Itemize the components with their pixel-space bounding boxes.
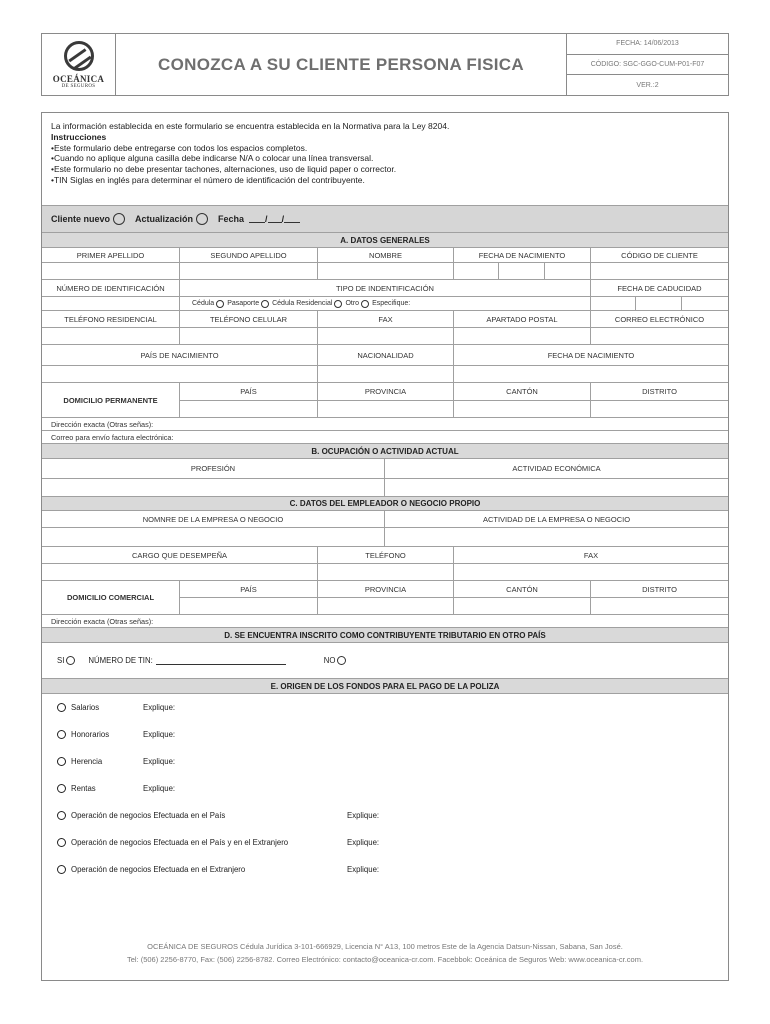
h-fecha-nacimiento-2: FECHA DE NACIMIENTO: [454, 345, 728, 366]
instructions-title: Instrucciones: [51, 131, 107, 142]
negocios-pais-label: Operación de negocios Efectuada en el País: [71, 811, 226, 820]
h-fecha-caducidad: FECHA DE CADUCIDAD: [591, 280, 728, 297]
h-primer-apellido: PRIMER APELLIDO: [42, 248, 180, 263]
distrito-field[interactable]: [591, 401, 728, 418]
h-nombre-empresa: NOMNRE DE LA EMPRESA O NEGOCIO: [42, 511, 385, 528]
origen-honorarios: [42, 721, 728, 748]
segundo-apellido-field[interactable]: [180, 263, 318, 280]
h-telefono-celular: TELÉFONO CELULAR: [180, 311, 318, 328]
form-date: FECHA: 14/06/2013: [616, 40, 679, 48]
direccion-exacta-field[interactable]: Dirección exacta (Otras señas):: [42, 418, 728, 431]
pais-comercial-field[interactable]: [180, 598, 318, 615]
negocios-pais-extranjero-radio[interactable]: [57, 838, 66, 847]
logo-icon: [64, 41, 94, 71]
actualizacion-label: Actualización: [135, 214, 194, 224]
h-canton-comercial: CANTÓN: [454, 581, 591, 598]
h-fax: FAX: [318, 311, 454, 328]
h-apartado-postal: APARTADO POSTAL: [454, 311, 591, 328]
h-fecha-nacimiento: FECHA DE NACIMIENTO: [454, 248, 591, 263]
h-pais-comercial: PAÍS: [180, 581, 318, 598]
fecha-sep: /: [281, 214, 285, 224]
h-telefono: TELÉFONO: [318, 547, 454, 564]
numero-identificacion-field[interactable]: [42, 297, 180, 311]
h-domicilio-comercial: DOMICILIO COMERCIAL: [42, 581, 180, 615]
rentas-label: Rentas: [71, 784, 96, 793]
fecha-nacimiento-2-field[interactable]: [454, 366, 728, 383]
nacionalidad-field[interactable]: [318, 366, 454, 383]
h-profesion: PROFESIÓN: [42, 459, 385, 479]
h-domicilio-permanente: DOMICILIO PERMANENTE: [42, 383, 180, 418]
correo-electronico-field[interactable]: [591, 328, 728, 345]
form-header: [41, 33, 729, 96]
logo: [42, 34, 116, 95]
form-body: [41, 112, 729, 981]
tipo-identificacion-options: [180, 297, 591, 311]
provincia-comercial-field[interactable]: [318, 598, 454, 615]
explique-label[interactable]: Explique:: [143, 784, 176, 793]
section-a-title: A. DATOS GENERALES: [42, 233, 728, 248]
h-tipo-identificacion: TIPO DE INDENTIFICACIÓN: [180, 280, 591, 297]
h-distrito-comercial: DISTRITO: [591, 581, 728, 598]
fecha-nac-day-field[interactable]: [454, 263, 499, 280]
herencia-label: Herencia: [71, 757, 103, 766]
tin-row: [42, 643, 728, 679]
fax-empresa-field[interactable]: [454, 564, 728, 581]
h-provincia: PROVINCIA: [318, 383, 454, 401]
fecha-day-field[interactable]: [249, 215, 265, 223]
pasaporte-label: Pasaporte: [227, 300, 260, 307]
honorarios-radio[interactable]: [57, 730, 66, 739]
form-code: CÓDIGO: SGC-GGO-CUM-P01-F07: [567, 54, 728, 75]
nombre-field[interactable]: [318, 263, 454, 280]
h-provincia-comercial: PROVINCIA: [318, 581, 454, 598]
cedula-residencial-label: Cédula Residencial: [272, 300, 333, 307]
h-numero-identificacion: NÚMERO DE IDENTIFICACIÓN: [42, 280, 180, 297]
instructions: [42, 113, 728, 205]
pais-field[interactable]: [180, 401, 318, 418]
h-fax-empresa: FAX: [454, 547, 728, 564]
origen-negocios-pais-extranjero: [42, 829, 728, 856]
instruction-2: •Cuando no aplique alguna casilla debe indicarse N/A o colocar una línea transversal.: [51, 153, 374, 164]
fecha-sep: /: [265, 214, 268, 224]
si-label: SI: [57, 656, 65, 665]
origen-salarios: [42, 694, 728, 721]
footer: [42, 940, 728, 966]
codigo-cliente-field[interactable]: [591, 263, 728, 280]
h-pais-nacimiento: PAÍS DE NACIMIENTO: [42, 345, 318, 366]
nuevo-label: Cliente nuevo: [51, 214, 111, 224]
cedula-residencial-radio[interactable]: [334, 300, 342, 308]
actualizacion-radio[interactable]: [196, 213, 208, 225]
correo-factura-field[interactable]: Correo para envío factura electrónica:: [42, 431, 728, 444]
h-canton: CANTÓN: [454, 383, 591, 401]
explique-label[interactable]: Explique:: [347, 865, 380, 874]
origen-negocios-pais: [42, 802, 728, 829]
nombre-empresa-field[interactable]: [42, 528, 385, 547]
h-actividad-empresa: ACTIVIDAD DE LA EMPRESA O NEGOCIO: [385, 511, 728, 528]
h-distrito: DISTRITO: [591, 383, 728, 401]
negocios-pais-extranjero-label: Operación de negocios Efectuada en el País y en el Extranjero: [71, 838, 289, 847]
intro-text: La información establecida en este formulario se encuentra establecida en la Normativa para la Ley 8204.: [51, 121, 450, 131]
especifique-label: Especifique:: [372, 300, 411, 307]
h-nacionalidad: NACIONALIDAD: [318, 345, 454, 366]
herencia-radio[interactable]: [57, 757, 66, 766]
salarios-radio[interactable]: [57, 703, 66, 712]
cedula-label: Cédula: [192, 300, 215, 307]
h-actividad-economica: ACTIVIDAD ECONÓMICA: [385, 459, 728, 479]
h-codigo-cliente: CÓDIGO DE CLIENTE: [591, 248, 728, 263]
explique-label[interactable]: Explique:: [347, 838, 380, 847]
rentas-radio[interactable]: [57, 784, 66, 793]
pais-nacimiento-field[interactable]: [42, 366, 318, 383]
honorarios-label: Honorarios: [71, 730, 110, 739]
h-pais: PAÍS: [180, 383, 318, 401]
pasaporte-radio[interactable]: [261, 300, 269, 308]
instruction-3: •Este formulario no debe presentar tachones, alternaciones, uso de liquid paper o corrector.: [51, 164, 397, 175]
footer-line-1: OCEÁNICA DE SEGUROS Cédula Jurídica 3-101-666929, Licencia N° A13, 100 metros Este de la Agencia Datsun-Nissan, Sabana, San José.: [147, 942, 623, 951]
si-radio[interactable]: [66, 656, 75, 665]
cedula-radio[interactable]: [216, 300, 224, 308]
otro-label: Otro: [345, 300, 360, 307]
direccion-comercial-field[interactable]: Dirección exacta (Otras señas):: [42, 615, 728, 628]
provincia-field[interactable]: [318, 401, 454, 418]
canton-field[interactable]: [454, 401, 591, 418]
fecha-nac-year-field[interactable]: [545, 263, 591, 280]
no-label: NO: [323, 656, 336, 665]
form-version: VER.:2: [567, 74, 728, 95]
section-e-title: E. ORIGEN DE LOS FONDOS PARA EL PAGO DE LA POLIZA: [42, 679, 728, 694]
logo-sub: DE SEGUROS: [61, 83, 96, 89]
fecha-year-field[interactable]: [281, 214, 300, 224]
negocios-extranjero-label: Operación de negocios Efectuada en el Extranjero: [71, 865, 246, 874]
h-telefono-residencial: TELÉFONO RESIDENCIAL: [42, 311, 180, 328]
nuevo-radio[interactable]: [113, 213, 125, 225]
fecha-nac-month-field[interactable]: [499, 263, 545, 280]
origen-negocios-extranjero: [42, 856, 728, 883]
explique-label[interactable]: Explique:: [143, 730, 176, 739]
otro-radio[interactable]: [361, 300, 369, 308]
distrito-comercial-field[interactable]: [591, 598, 728, 615]
apartado-postal-field[interactable]: [454, 328, 591, 345]
explique-label[interactable]: Explique:: [143, 703, 176, 712]
numero-tin-label: NÚMERO DE TIN:: [88, 656, 153, 665]
instruction-4: •TIN Siglas en inglés para determinar el número de identificación del contribuyente.: [51, 174, 365, 185]
explique-label[interactable]: Explique:: [347, 811, 380, 820]
fecha-label: Fecha: [218, 214, 245, 224]
fecha-month-field[interactable]: [268, 215, 282, 223]
no-radio[interactable]: [337, 656, 346, 665]
h-correo-electronico: CORREO ELECTRÓNICO: [591, 311, 728, 328]
instruction-1: •Este formulario debe entregarse con todos los espacios completos.: [51, 142, 308, 153]
fecha-cad-year-field[interactable]: [682, 297, 728, 311]
salarios-label: Salarios: [71, 703, 100, 712]
form-title: CONOZCA A SU CLIENTE PERSONA FISICA: [158, 54, 524, 74]
form-meta: [566, 34, 728, 95]
section-b-title: B. OCUPACIÓN O ACTIVIDAD ACTUAL: [42, 444, 728, 459]
telefono-residencial-field[interactable]: [42, 328, 180, 345]
fecha-cad-month-field[interactable]: [636, 297, 682, 311]
explique-label[interactable]: Explique:: [143, 757, 176, 766]
numero-tin-field[interactable]: [156, 657, 286, 665]
telefono-empresa-field[interactable]: [318, 564, 454, 581]
actividad-economica-field[interactable]: [385, 479, 728, 497]
fecha-cad-day-field[interactable]: [591, 297, 636, 311]
fax-field[interactable]: [318, 328, 454, 345]
section-c-title: C. DATOS DEL EMPLEADOR O NEGOCIO PROPIO: [42, 497, 728, 511]
canton-comercial-field[interactable]: [454, 598, 591, 615]
telefono-celular-field[interactable]: [180, 328, 318, 345]
h-cargo: CARGO QUE DESEMPEÑA: [42, 547, 318, 564]
origen-herencia: [42, 748, 728, 775]
h-segundo-apellido: SEGUNDO APELLIDO: [180, 248, 318, 263]
cargo-field[interactable]: [42, 564, 318, 581]
origen-rentas: [42, 775, 728, 802]
h-nombre: NOMBRE: [318, 248, 454, 263]
section-d-title: D. SE ENCUENTRA INSCRITO COMO CONTRIBUYENTE TRIBUTARIO EN OTRO PAÍS: [42, 628, 728, 643]
profesion-field[interactable]: [42, 479, 385, 497]
negocios-pais-radio[interactable]: [57, 811, 66, 820]
negocios-extranjero-radio[interactable]: [57, 865, 66, 874]
actividad-empresa-field[interactable]: [385, 528, 728, 547]
logo-name: OCEÁNICA: [52, 73, 105, 84]
footer-line-2: Tel: (506) 2256-8770, Fax: (506) 2256-8782. Correo Electrónico: contacto@oceanica-cr.com. Facebbok: Oceánica de Seguros Web: www.oceanica-cr.com.: [126, 955, 644, 964]
client-status-bar: [42, 205, 728, 233]
primer-apellido-field[interactable]: [42, 263, 180, 280]
